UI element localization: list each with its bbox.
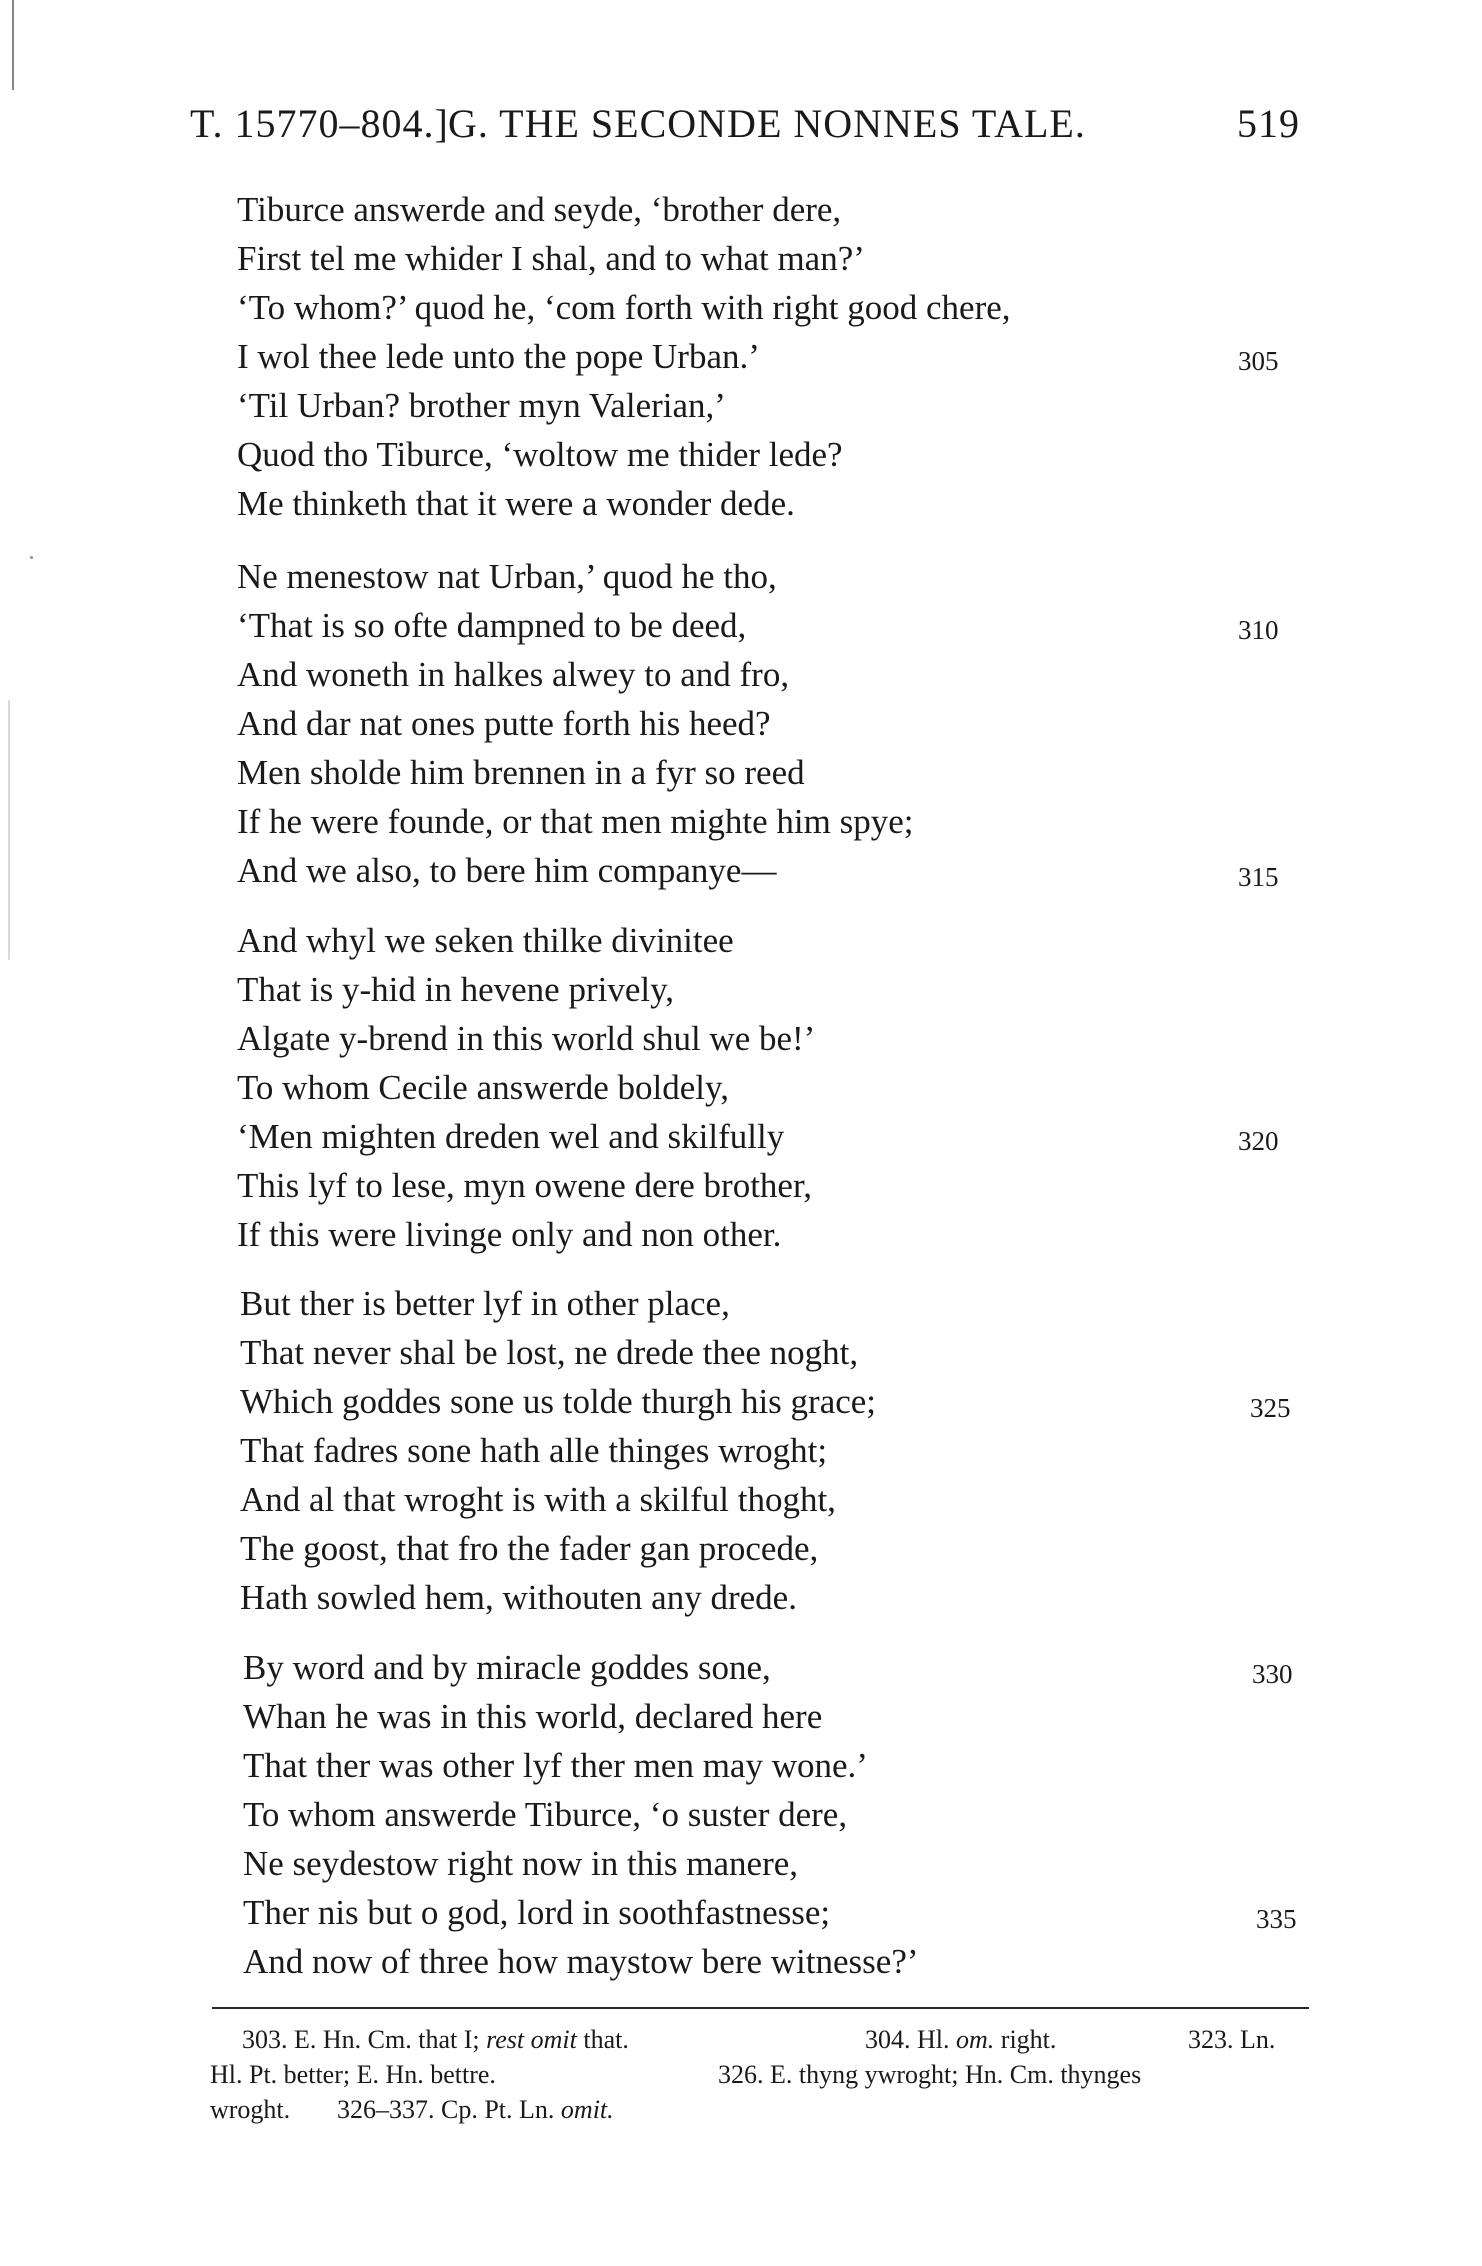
verse-line: And woneth in halkes alwey to and fro,	[237, 655, 790, 694]
verse-line: If he were founde, or that men mighte him spye;	[237, 802, 914, 841]
footnote-line	[210, 2022, 1310, 2057]
footnote-ref: 326.	[718, 2060, 764, 2089]
footnote-ref: 304.	[865, 2025, 911, 2054]
page-title	[448, 100, 1086, 147]
verse-line: Me thinketh that it were a wonder dede.	[237, 484, 795, 523]
textual-notes	[210, 2022, 1310, 2127]
verse-line: Ther nis but o god, lord in soothfastnesse;	[243, 1893, 831, 1932]
line-number: 310	[1238, 615, 1279, 645]
verse-line: ‘Til Urban? brother myn Valerian,’	[237, 386, 726, 425]
verse-line: To whom answerde Tiburce, ‘o suster dere,	[243, 1795, 848, 1834]
scan-speck	[30, 556, 33, 559]
verse-line: And now of three how maystow bere witnesse?’	[243, 1942, 919, 1981]
group-letter: G.	[448, 101, 489, 146]
line-number: 315	[1238, 862, 1279, 892]
scan-speck	[8, 700, 10, 960]
verse-line: Algate y-brend in this world shul we be!’	[237, 1019, 816, 1058]
footnote-text: E. Hn. Cm. that I;	[294, 2025, 480, 2054]
verse-line: And al that wroght is with a skilful thoght,	[240, 1480, 836, 1519]
verse-line: Which goddes sone us tolde thurgh his grace;	[240, 1382, 877, 1421]
verse-line: And whyl we seken thilke divinitee	[237, 921, 734, 960]
line-number: 305	[1238, 346, 1279, 376]
footnote-text: that.	[583, 2025, 629, 2054]
line-number: 335	[1256, 1904, 1297, 1934]
footnote-326-337	[337, 2092, 614, 2127]
verse-line: ‘That is so ofte dampned to be deed,	[237, 606, 747, 645]
footnote-text: E. thyng ywroght; Hn. Cm. thynges	[770, 2060, 1142, 2089]
verse-line: ‘Men mighten dreden wel and skilfully	[237, 1117, 785, 1156]
footnote-line	[210, 2092, 1310, 2127]
verse-line: And we also, to bere him companye—	[237, 851, 777, 890]
verse-line: ‘To whom?’ quod he, ‘com forth with right good chere,	[237, 288, 1011, 327]
line-reference: T. 15770–804.]	[190, 101, 449, 146]
scan-edge-mark	[12, 0, 14, 90]
verse-line: This lyf to lese, myn owene dere brother,	[237, 1166, 812, 1205]
footnote-text: right.	[1000, 2025, 1057, 2054]
footnote-rule	[212, 2007, 1309, 2009]
footnote-303	[242, 2022, 629, 2057]
verse-line: I wol thee lede unto the pope Urban.’	[237, 337, 760, 376]
footnote-323	[1188, 2022, 1275, 2057]
verse-line: That fadres sone hath alle thinges wroght;	[240, 1431, 828, 1470]
footnote-line	[210, 2057, 1310, 2092]
verse-line: That never shal be lost, ne drede thee noght,	[240, 1333, 859, 1372]
verse-line: Whan he was in this world, declared here	[243, 1697, 823, 1736]
footnote-italic: om.	[956, 2025, 995, 2054]
verse-line: Quod tho Tiburce, ‘woltow me thider lede?	[237, 435, 843, 474]
footnote-italic: rest omit	[486, 2025, 577, 2054]
footnote-326	[718, 2057, 1141, 2092]
verse-line: To whom Cecile answerde boldely,	[237, 1068, 729, 1107]
verse-line: Ne menestow nat Urban,’ quod he tho,	[237, 557, 777, 596]
verse-line: Men sholde him brennen in a fyr so reed	[237, 753, 805, 792]
line-number: 325	[1250, 1393, 1291, 1423]
verse-line: By word and by miracle goddes sone,	[243, 1648, 771, 1687]
footnote-italic: omit.	[560, 2095, 614, 2124]
footnote-text: Ln.	[1240, 2025, 1276, 2054]
verse-line: That ther was other lyf ther men may wone.’	[243, 1746, 868, 1785]
footnote-304	[865, 2022, 1056, 2057]
footnote-text: Cp. Pt. Ln.	[441, 2095, 555, 2124]
verse-line: But ther is better lyf in other place,	[240, 1284, 730, 1323]
verse-line: And dar nat ones putte forth his heed?	[237, 704, 771, 743]
verse-line: The goost, that fro the fader gan procede,	[240, 1529, 819, 1568]
page-number: 519	[1237, 101, 1300, 146]
verse-line: If this were livinge only and non other.	[237, 1215, 782, 1254]
footnote-text: wroght.	[210, 2095, 291, 2124]
running-head	[190, 100, 1300, 160]
footnote-ref: 303.	[242, 2025, 288, 2054]
line-number: 330	[1252, 1659, 1293, 1689]
verse-line: Hath sowled hem, withouten any drede.	[240, 1578, 797, 1617]
verse-line: Ne seydestow right now in this manere,	[243, 1844, 799, 1883]
verse-line: Tiburce answerde and seyde, ‘brother dere,	[237, 190, 842, 229]
tale-title: THE SECONDE NONNES TALE.	[499, 101, 1086, 146]
footnote-text: Hl. Pt. better; E. Hn. bettre.	[210, 2060, 496, 2089]
footnote-ref: 326–337.	[337, 2095, 435, 2124]
footnote-ref: 323.	[1188, 2025, 1234, 2054]
line-number: 320	[1238, 1126, 1279, 1156]
verse-line: First tel me whider I shal, and to what man?’	[237, 239, 865, 278]
footnote-text: Hl.	[917, 2025, 950, 2054]
verse-line: That is y-hid in hevene prively,	[237, 970, 675, 1009]
